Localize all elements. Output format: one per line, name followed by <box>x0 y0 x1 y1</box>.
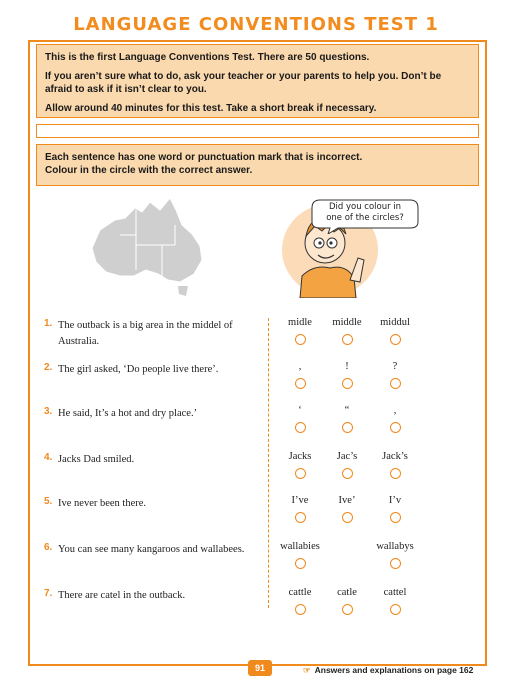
answer-circle[interactable] <box>295 512 306 523</box>
answer-circle[interactable] <box>390 512 401 523</box>
question-number: 2. <box>44 362 53 373</box>
answer-option-label: wallabies <box>280 541 320 552</box>
intro-line-2: If you aren’t sure what to do, ask your teacher or your parents to help you. Don’t be afraid to ask if it isn’t clear to you. <box>45 71 442 95</box>
name-field-strip <box>36 124 479 138</box>
question-text: The girl asked, ‘Do people live there’. <box>58 364 219 375</box>
answer-circle[interactable] <box>390 604 401 615</box>
answer-option[interactable] <box>275 316 325 345</box>
answer-option[interactable] <box>322 494 372 523</box>
answer-option-label: Jack’s <box>382 451 408 462</box>
answer-option[interactable] <box>275 494 325 523</box>
instruction-box <box>36 144 479 186</box>
answer-option-label: Jac’s <box>336 451 358 462</box>
answer-option[interactable] <box>370 494 420 523</box>
instruction-line-2: Colour in the circle with the correct answer. <box>45 165 253 176</box>
answer-option[interactable] <box>370 586 420 615</box>
page-title: LANGUAGE CONVENTIONS TEST 1 <box>73 14 439 35</box>
answer-option-label: Ive’ <box>338 495 356 506</box>
answer-option[interactable] <box>322 450 372 479</box>
answer-option-label: “ <box>344 405 350 416</box>
intro-line-3: Allow around 40 minutes for this test. Take a short break if necessary. <box>45 103 377 114</box>
answer-circle[interactable] <box>342 468 353 479</box>
answer-circle[interactable] <box>295 334 306 345</box>
column-divider <box>268 318 269 608</box>
answer-option[interactable] <box>322 360 372 389</box>
answer-option[interactable] <box>370 404 420 433</box>
question-6 <box>44 542 258 558</box>
question-text: The outback is a big area in the middel of Australia. <box>58 320 233 347</box>
australia-map-image <box>80 190 230 300</box>
answer-option[interactable] <box>275 540 325 569</box>
answer-circle[interactable] <box>390 558 401 569</box>
answer-option-label: I’ve <box>291 495 309 506</box>
answer-option-label: middle <box>332 317 362 328</box>
question-5 <box>44 496 258 512</box>
question-text: Ive never been there. <box>58 498 147 509</box>
question-4 <box>44 452 258 468</box>
answer-circle[interactable] <box>295 378 306 389</box>
question-3 <box>44 406 258 422</box>
answer-option[interactable] <box>322 404 372 433</box>
answer-option-label: wallabys <box>376 541 414 552</box>
answer-option-label: cattel <box>383 587 407 598</box>
answer-circle[interactable] <box>390 378 401 389</box>
answer-option-label: midle <box>288 317 312 328</box>
question-text: You can see many kangaroos and wallabees. <box>58 544 245 555</box>
answer-option-label: catle <box>337 587 357 598</box>
question-number: 6. <box>44 542 53 553</box>
answer-circle[interactable] <box>342 512 353 523</box>
answer-option-label: ‘ <box>298 405 302 416</box>
speech-bubble <box>310 198 420 234</box>
answer-option[interactable] <box>275 404 325 433</box>
question-7 <box>44 588 258 604</box>
question-text: There are catel in the outback. <box>58 590 186 601</box>
answer-option-label: cattle <box>288 587 312 598</box>
answer-option[interactable] <box>275 586 325 615</box>
question-text: Jacks Dad smiled. <box>58 454 135 465</box>
answer-option[interactable] <box>275 360 325 389</box>
answer-option[interactable] <box>370 450 420 479</box>
speech-bubble-text: Did you colour in one of the circles? <box>326 202 404 223</box>
answer-option-label: ? <box>392 361 398 372</box>
intro-box <box>36 44 479 118</box>
question-2 <box>44 362 258 378</box>
answer-circle[interactable] <box>390 468 401 479</box>
question-number: 5. <box>44 496 53 507</box>
answer-circle[interactable] <box>390 334 401 345</box>
answer-option-label: ! <box>345 361 349 372</box>
answer-option[interactable] <box>322 316 372 345</box>
question-number: 3. <box>44 406 53 417</box>
answer-circle[interactable] <box>295 604 306 615</box>
answers-reference <box>303 665 473 676</box>
intro-line-1: This is the first Language Conventions Test. There are 50 questions. <box>45 52 370 63</box>
page-number: 91 <box>248 660 272 676</box>
answer-option[interactable] <box>322 586 372 615</box>
answer-option-label: I’v <box>388 495 402 506</box>
instruction-line-1: Each sentence has one word or punctuation mark that is incorrect. <box>45 152 363 163</box>
answer-option[interactable] <box>275 450 325 479</box>
answer-option[interactable] <box>370 540 420 569</box>
question-number: 7. <box>44 588 53 599</box>
answer-option-label: , <box>393 405 397 416</box>
answer-option[interactable] <box>370 360 420 389</box>
answer-option-label: Jacks <box>288 451 312 462</box>
answer-circle[interactable] <box>295 422 306 433</box>
answer-option[interactable] <box>370 316 420 345</box>
question-number: 4. <box>44 452 53 463</box>
answer-circle[interactable] <box>342 334 353 345</box>
answer-circle[interactable] <box>342 378 353 389</box>
question-text: He said, It’s a hot and dry place.’ <box>58 408 198 419</box>
answer-circle[interactable] <box>342 422 353 433</box>
question-number: 1. <box>44 318 53 329</box>
answer-circle[interactable] <box>295 468 306 479</box>
question-1 <box>44 318 258 350</box>
answer-option-label: , <box>298 361 302 372</box>
answer-option-label: middul <box>380 317 410 328</box>
pointing-hand-icon: ☞ <box>303 665 311 675</box>
answers-text: Answers and explanations on page 162 <box>314 665 474 675</box>
answer-circle[interactable] <box>295 558 306 569</box>
answer-circle[interactable] <box>342 604 353 615</box>
answer-circle[interactable] <box>390 422 401 433</box>
